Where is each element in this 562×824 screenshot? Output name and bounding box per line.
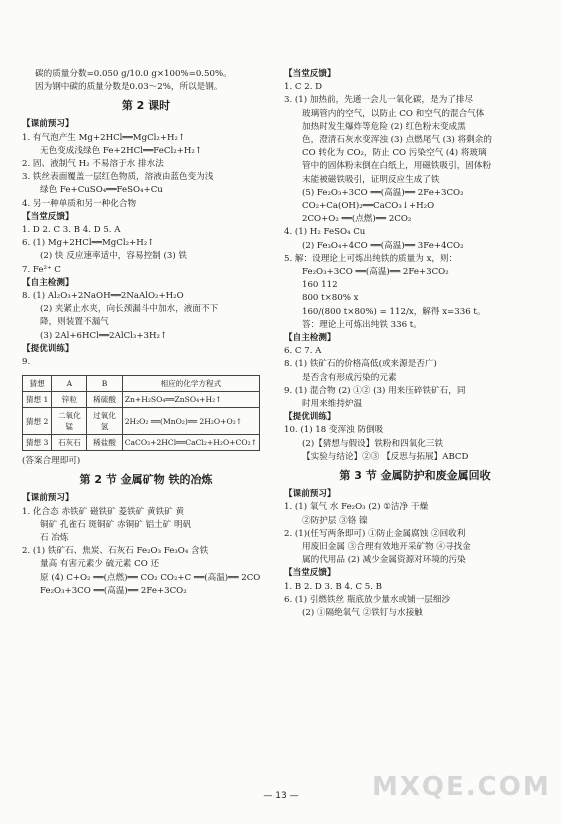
self-check-line: 时用来维持炉温 bbox=[302, 399, 363, 410]
class-feedback-2-line: 1. B 2. D 3. B 4. C 5. B bbox=[284, 581, 382, 592]
carbon-fraction-line: 碳的质量分数=0.050 g/10.0 g×100%=0.50%。 bbox=[35, 69, 232, 79]
page-number: — 13 — bbox=[263, 791, 299, 801]
lesson-2-title: 第 2 课时 bbox=[121, 99, 171, 113]
preview-heading: 【课前预习】 bbox=[284, 489, 336, 500]
class-feedback-2-line: 6. (1) 引燃铁丝 瓶底放少量水或铺一层细沙 bbox=[284, 594, 451, 605]
class-feedback-line: 色，澄清石灰水变浑浊 (3) 点燃尾气 (3) 将剩余的 bbox=[302, 135, 492, 146]
class-feedback-line: 末能被磁铁吸引，证明反应生成了铁 bbox=[302, 174, 440, 185]
watermark: MXQE.COM bbox=[372, 772, 551, 802]
self-check-line: (3) 2Al+6HCl══2AlCl₃+3H₂↑ bbox=[40, 330, 168, 341]
self-check-heading: 【自主检测】 bbox=[22, 277, 74, 288]
improve-line: 【实验与结论】②③ 【反思与拓展】ABCD bbox=[302, 451, 469, 462]
preview-line: 3. 铁丝表面覆盖一层红色物质，溶液由蓝色变为浅 bbox=[22, 172, 214, 183]
class-feedback-line: 3. (1) 加热前，先通一会儿一氧化碳，是为了排尽 bbox=[284, 95, 474, 106]
right-column bbox=[284, 68, 546, 620]
class-feedback-heading: 【当堂反馈】 bbox=[284, 69, 336, 79]
table-cell: 2H₂O₂ ══(MnO₂)══ 2H₂O+O₂↑ bbox=[122, 408, 259, 435]
class-feedback-line: (2) 快 反应速率适中，容易控制 (3) 铁 bbox=[40, 251, 187, 262]
preview-line: 属的代用品 (2) 减少金属资源对环境的污染 bbox=[302, 555, 466, 566]
table-row bbox=[23, 435, 260, 451]
self-check-line: 降，则装置不漏气 bbox=[40, 317, 109, 328]
class-feedback-line: 2CO+O₂ ══(点燃)══ 2CO₂ bbox=[302, 214, 412, 225]
improve-heading: 【提优训练】 bbox=[284, 412, 336, 423]
class-feedback-line: 加热时发生爆炸等危险 (2) 红色粉末变成黑 bbox=[302, 121, 466, 132]
preview-2-line: 原 (4) C+O₂ ══(点燃)══ CO₂ CO₂+C ══(高温)══ 2CO bbox=[40, 572, 261, 583]
class-feedback-line: 管中的固体粉末倒在白纸上，用磁铁吸引，固体粉 bbox=[302, 161, 492, 172]
class-feedback-line: 6. (1) Mg+2HCl══MgCl₂+H₂↑ bbox=[22, 238, 155, 249]
class-feedback-line: Fe₂O₃+3CO ══(高温)══ 2Fe+3CO₂ bbox=[302, 267, 449, 278]
table-header: A bbox=[52, 376, 87, 392]
class-feedback-line: CO₂+Ca(OH)₂══CaCO₃↓+H₂O bbox=[302, 201, 435, 212]
preview-2-line: 量高 有害元素少 硫元素 CO 还 bbox=[40, 559, 160, 570]
preview-line: 2. (1)(任写两条即可) ①防止金属腐蚀 ②回收利 bbox=[284, 528, 466, 539]
self-check-line: 8. (1) 铁矿石的价格高低(或来源是否广) bbox=[284, 359, 437, 370]
class-feedback-2-line: (2) ①隔绝氧气 ②铁钉与水接触 bbox=[302, 607, 423, 618]
class-feedback-line: 答：理论上可炼出纯铁 336 t。 bbox=[302, 319, 422, 330]
question-9-label: 9. bbox=[22, 357, 31, 368]
class-feedback-heading: 【当堂反馈】 bbox=[22, 211, 74, 222]
table-row bbox=[23, 392, 260, 408]
table-header: 猜想 bbox=[23, 376, 52, 392]
class-feedback-line: 1. C 2. D bbox=[284, 82, 323, 93]
table-cell: 锌粒 bbox=[52, 392, 87, 408]
class-feedback-line: 7. Fe²⁺ C bbox=[22, 264, 61, 275]
table-cell: Zn+H₂SO₄══ZnSO₄+H₂↑ bbox=[122, 392, 259, 408]
class-feedback-line: (2) Fe₃O₄+4CO ══(高温)══ 3Fe+4CO₂ bbox=[302, 240, 464, 251]
steel-conclusion-line: 因为钢中碳的质量分数是0.03～2%，所以是钢。 bbox=[35, 82, 223, 93]
left-column bbox=[22, 68, 270, 598]
table-cell: 猜想 1 bbox=[23, 392, 52, 408]
table-header: 相应的化学方程式 bbox=[122, 376, 259, 392]
class-feedback-line: 1. D 2. C 3. B 4. D 5. A bbox=[22, 225, 121, 236]
preview-2-line: 2. (1) 铁矿石、焦炭、石灰石 Fe₂O₃ Fe₃O₄ 含铁 bbox=[22, 546, 209, 557]
table-row bbox=[23, 408, 260, 435]
section-2-title: 第 2 节 金属矿物 铁的冶炼 bbox=[79, 473, 213, 487]
preview-line: 4. 另一种单质和另一种化合物 bbox=[22, 198, 137, 209]
class-feedback-line: 160 112 bbox=[302, 280, 338, 291]
improve-line: (2)【猜想与假设】铁粉和四氧化三铁 bbox=[302, 438, 444, 449]
table-cell: 稀盐酸 bbox=[87, 435, 122, 451]
class-feedback-2-heading: 【当堂反馈】 bbox=[284, 568, 336, 579]
preview-2-line: 1. 化合态 赤铁矿 磁铁矿 菱铁矿 黄铁矿 黄 bbox=[22, 506, 185, 517]
table-header: B bbox=[87, 376, 122, 392]
table-cell: 稀硫酸 bbox=[87, 392, 122, 408]
self-check-line: 是否含有形成污染的元素 bbox=[302, 372, 397, 383]
table-cell: 过氧化氢 bbox=[87, 408, 122, 435]
improve-line: 10. (1) 18 变浑浊 防倒吸 bbox=[284, 425, 384, 436]
preview-2-heading: 【课前预习】 bbox=[22, 493, 74, 504]
preview-2-line: Fe₂O₃+3CO ══(高温)══ 2Fe+3CO₂ bbox=[40, 585, 187, 596]
preview-line: 2. 固、液制气 H₂ 不易溶于水 排水法 bbox=[22, 159, 164, 170]
table-cell: 石灰石 bbox=[52, 435, 87, 451]
preview-line: 用废旧金属 ③合理有效地开采矿物 ④寻找金 bbox=[302, 541, 471, 552]
preview-2-line: 铜矿 孔雀石 斑铜矿 赤铜矿 铝土矿 明矾 bbox=[40, 519, 192, 530]
self-check-line: 9. (1) 混合物 (2) ①② (3) 用来压碎铁矿石，同 bbox=[284, 385, 466, 396]
self-check-line: (2) 夹紧止水夹，向长颈漏斗中加水，液面不下 bbox=[40, 304, 219, 315]
class-feedback-line: 800 t×80% x bbox=[302, 293, 359, 304]
preview-2-line: 石 冶炼 bbox=[40, 533, 69, 544]
class-feedback-line: 4. (1) H₂ FeSO₄ Cu bbox=[284, 227, 366, 238]
self-check-heading: 【自主检测】 bbox=[284, 333, 336, 344]
class-feedback-line: 5. 解：设理论上可炼出纯铁的质量为 x，则： bbox=[284, 253, 458, 264]
class-feedback-line: CO 转化为 CO₂，防止 CO 污染空气 (4) 将玻璃 bbox=[302, 148, 487, 159]
preview-line: ②防护层 ③铬 镍 bbox=[302, 515, 368, 526]
self-check-line: 6. C 7. A bbox=[284, 346, 322, 357]
class-feedback-line: 160/(800 t×80%) = 112/x，解得 x=336 t。 bbox=[302, 306, 486, 317]
class-feedback-line: 玻璃管内的空气，以防止 CO 和空气的混合气体 bbox=[302, 108, 485, 119]
hypothesis-table bbox=[22, 375, 260, 451]
preview-heading: 【课前预习】 bbox=[22, 119, 74, 130]
improve-heading: 【提优训练】 bbox=[22, 343, 74, 354]
answer-note: (答案合理即可) bbox=[22, 456, 81, 467]
preview-line: 无色变成浅绿色 Fe+2HCl══FeCl₂+H₂↑ bbox=[40, 145, 202, 156]
table-cell: 猜想 3 bbox=[23, 435, 52, 451]
preview-line: 绿色 Fe+CuSO₄══FeSO₄+Cu bbox=[40, 185, 163, 196]
table-cell: 猜想 2 bbox=[23, 408, 52, 435]
section-3-title: 第 3 节 金属防护和废金属回收 bbox=[339, 469, 491, 483]
class-feedback-line: (5) Fe₂O₃+3CO ══(高温)══ 2Fe+3CO₂ bbox=[302, 187, 464, 198]
self-check-line: 8. (1) Al₂O₃+2NaOH══2NaAlO₂+H₂O bbox=[22, 291, 184, 302]
preview-line: 1. (1) 氧气 水 Fe₂O₃ (2) ①洁净 干燥 bbox=[284, 502, 429, 513]
table-cell: 二氧化锰 bbox=[52, 408, 87, 435]
preview-line: 1. 有气泡产生 Mg+2HCl══MgCl₂+H₂↑ bbox=[22, 132, 186, 143]
table-cell: CaCO₃+2HCl══CaCl₂+H₂O+CO₂↑ bbox=[122, 435, 259, 451]
